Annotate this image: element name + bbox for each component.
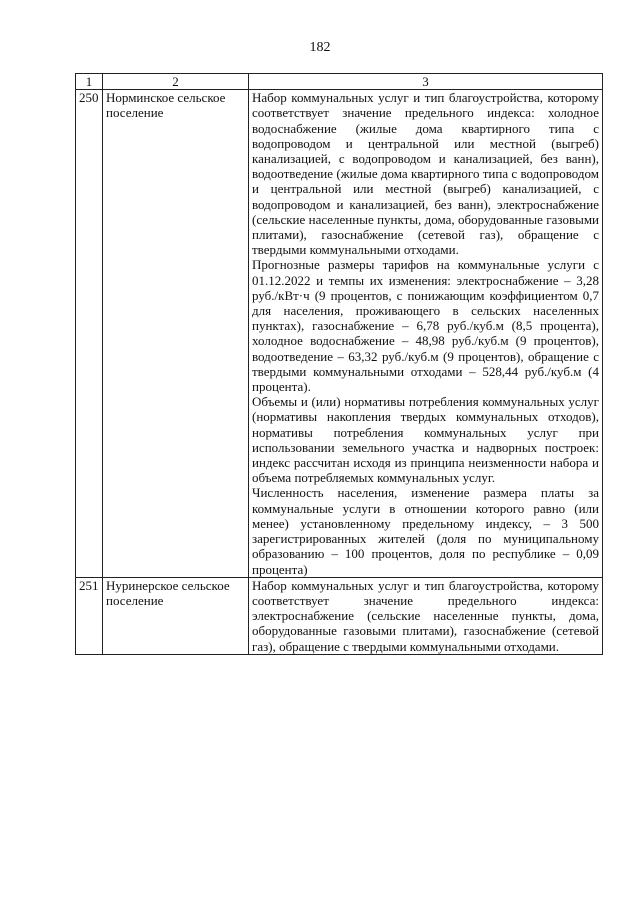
column-header-number: 1	[76, 74, 103, 90]
population-paragraph: Численность населения, изменение размера платы за коммунальные услуги в отношении которого равно (или менее) установленному предельному индексу, – 3 500 зарегистрированных жителей (доля по муниципальному образованию – 100 процентов, доля по республике – 0,09 процента)	[252, 485, 599, 577]
municipality-name: Норминское сельское поселение	[103, 90, 249, 578]
row-description	[249, 577, 603, 654]
column-header-municipality: 2	[103, 74, 249, 90]
services-paragraph: Набор коммунальных услуг и тип благоустройства, которому соответствует значение предельного индекса: электроснабжение (сельские населенные пункты, дома, оборудованные газовыми плитами), газоснабжение (сетевой газ), обращение с твердыми коммунальными отходами.	[252, 577, 599, 654]
column-header-description: 3	[249, 74, 603, 90]
tariff-table	[75, 73, 603, 655]
page-number: 182	[309, 40, 331, 55]
tariffs-paragraph: Прогнозные размеры тарифов на коммунальные услуги с 01.12.2022 и темпы их изменения: электроснабжение – 3,28 руб./кВт·ч (9 процентов, с понижающим коэффициентом 0,7 для населения, проживающего в сельских населенных пунктах), газоснабжение – 6,78 руб./куб.м (8,5 процента), холодное водоснабжение – 48,98 руб./куб.м (9 процентов), водоотведение – 63,32 руб./куб.м (9 процентов), обращение с твердыми коммунальными отходами – 528,44 руб./куб.м (4 процента).	[252, 257, 599, 395]
norms-paragraph: Объемы и (или) нормативы потребления коммунальных услуг (нормативы накопления твердых коммунальных отходов), нормативы потребления коммунальных услуг при использовании земельного участка и надворных построек: индекс рассчитан исходя из принципа неизменности набора и объема потребляемых коммунальных услуг.	[252, 394, 599, 486]
table-row	[76, 577, 603, 654]
row-number: 251	[76, 577, 103, 654]
municipality-name: Нуринерское сельское поселение	[103, 577, 249, 654]
row-number: 250	[76, 90, 103, 578]
table-header-row	[76, 74, 603, 90]
table-row	[76, 90, 603, 578]
services-paragraph: Набор коммунальных услуг и тип благоустройства, которому соответствует значение предельного индекса: холодное водоснабжение (жилые дома квартирного типа с водопроводом и центральной или местной (выгреб) канализацией, с водопроводом и канализацией, без ванн), водоотведение (жилые дома квартирного типа с водопроводом и центральной или местной (выгреб) канализацией, с водопроводом и канализацией, без ванн), электроснабжение (сельские населенные пункты, дома, оборудованные газовыми плитами), газоснабжение (сетевой газ), обращение с твердыми коммунальными отходами.	[252, 90, 599, 258]
row-description	[249, 90, 603, 578]
